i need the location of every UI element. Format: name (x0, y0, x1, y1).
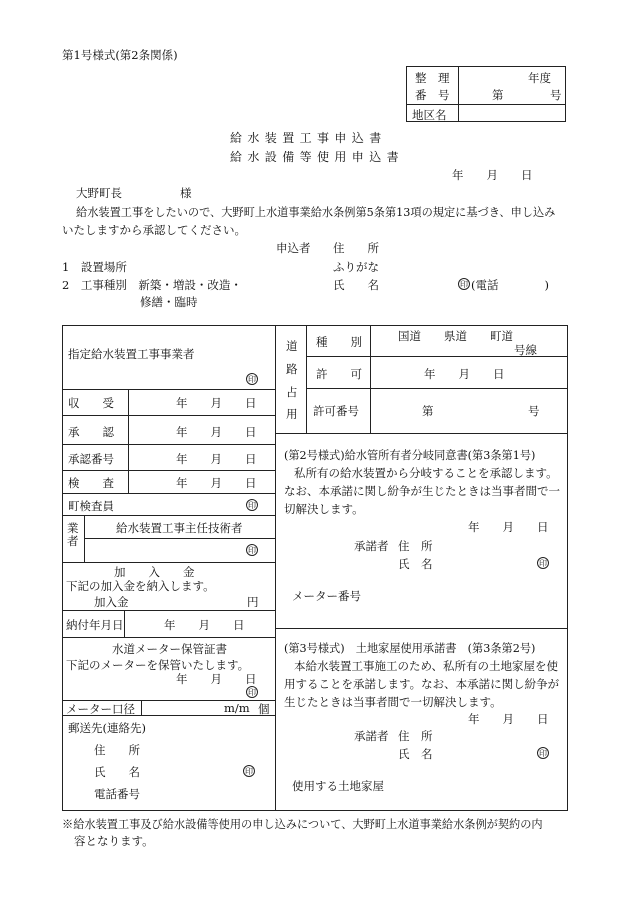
gyousha-label: 業者 (67, 521, 79, 548)
applicant-tel: (電話 ) (471, 278, 549, 292)
contractor-seal-icon: 印 (248, 375, 256, 384)
road-side-2: 路 (286, 362, 298, 376)
footnote-line2: 容となります。 (74, 834, 154, 848)
permit-label: 許 可 (316, 367, 362, 381)
sama: 様 (180, 186, 192, 200)
consent2-title: (第2号様式)給水管所有者分岐同意書(第3条第1号) (284, 449, 536, 462)
seiri-label: 整 理 (415, 71, 450, 85)
nofu-label: 納付年月日 (66, 618, 124, 632)
title-line1: 給水装置工事申込書 (230, 131, 387, 145)
consent2-meter-no: メーター番号 (292, 589, 361, 603)
shonin-date: 年 月 日 (176, 425, 257, 439)
inspector-seal-icon: 印 (248, 501, 256, 510)
engineer-label: 給水装置工事主任技術者 (116, 521, 243, 535)
road-side-3: 占 (286, 385, 298, 399)
applicant-name: 氏 名 (333, 278, 379, 292)
footnote-line1: ※給水装置工事及び給水設備等使用の申し込みについて、大野町上水道事業給水条例が契約の内 (62, 818, 543, 831)
consent3-line3: 生じたときは当事者間で一切解決します。 (284, 695, 502, 709)
form-number: 第1号様式(第2条関係) (62, 48, 178, 62)
consent3-title: (第3号様式) 土地家屋使用承諾書 (第3条第2号) (284, 642, 536, 655)
applicant-furigana: ふりがな (333, 260, 379, 274)
consent2-line2: なお、本承諾に関し紛争が生じたときは当事者間で一 (284, 484, 560, 498)
permit-no-gou: 号 (528, 404, 540, 418)
road-side-1: 道 (286, 339, 298, 353)
road-kind-label: 種 別 (316, 335, 362, 349)
kanyu-title: 加 入 金 (114, 565, 195, 579)
intro-line1: 給水装置工事をしたいので、大野町上水道事業給水条例第5条第13項の規定に基づき、申し込み (76, 206, 556, 219)
kind-label2: 修繕・臨時 (140, 295, 198, 309)
kanyu-note: 下記の加入金を納入します。 (66, 579, 215, 593)
permit-no-dai: 第 (422, 404, 434, 418)
nendo-label: 年度 (528, 71, 551, 85)
consent2-line1: 私所有の給水装置から分岐することを承認します。 (294, 466, 558, 480)
road-kind-gousen: 号線 (514, 343, 537, 357)
meter-date: 年 月 日 (176, 672, 257, 686)
applicant-seal-icon: 印 (460, 280, 468, 289)
consent2-line3: 切解決します。 (284, 502, 364, 516)
meter-unit: m/m (224, 701, 250, 715)
consent3-name: 氏 名 (398, 747, 433, 761)
date-line: 年 月 日 (452, 168, 533, 182)
gou-label: 号 (550, 88, 562, 102)
intro-line2: いたしますから承認してください。 (62, 223, 246, 237)
ko-label: 個 (258, 702, 270, 716)
chiku-label: 地区名 (412, 108, 447, 122)
consent3-line2: 用することを承諾します。なお、本承諾に関し紛争が (284, 677, 560, 691)
consent3-approver: 承諾者 (354, 729, 389, 743)
inspector-label: 町検査員 (68, 499, 114, 513)
title-line2: 給水設備等使用申込書 (230, 150, 405, 164)
consent3-line1: 本給水装置工事施工のため、私所有の土地家屋を使 (294, 659, 559, 673)
consent2-approver: 承諾者 (354, 539, 389, 553)
consent2-address: 住 所 (398, 539, 433, 553)
kensa-label: 検 査 (68, 476, 114, 490)
permit-no-label: 許可番号 (313, 404, 359, 418)
contact-title: 郵送先(連絡先) (68, 721, 146, 735)
meter-title: 水道メーター保管証書 (112, 642, 227, 656)
permit-date: 年 月 日 (424, 367, 505, 381)
contractor-label: 指定給水装置工事事業者 (68, 347, 195, 361)
engineer-seal-icon: 印 (248, 546, 256, 555)
consent3-seal-icon: 印 (539, 749, 547, 758)
consent2-date: 年 月 日 (468, 520, 549, 534)
kind-label: 2 工事種別 新築・増設・改造・ (62, 278, 242, 292)
road-kind-value: 国道 県道 町道 (398, 329, 513, 343)
juju-date: 年 月 日 (176, 396, 257, 410)
road-side-4: 用 (286, 407, 298, 421)
contact-tel: 電話番号 (94, 787, 140, 801)
addressee: 大野町長 (76, 186, 122, 200)
applicant-address: 住 所 (333, 241, 379, 255)
meter-note: 下記のメーターを保管いたします。 (66, 658, 250, 672)
bangou-label: 番 号 (415, 88, 450, 102)
kanyu-label: 加入金 (94, 595, 129, 609)
contact-address: 住 所 (94, 743, 140, 757)
consent2-seal-icon: 印 (539, 559, 547, 568)
shonin-no-date: 年 月 日 (176, 452, 257, 466)
consent3-address: 住 所 (398, 729, 433, 743)
juju-label: 収 受 (68, 396, 114, 410)
yen-label: 円 (247, 595, 259, 609)
contact-seal-icon: 印 (245, 767, 253, 776)
consent3-land: 使用する土地家屋 (292, 779, 384, 793)
applicant-label: 申込者 (276, 241, 311, 255)
consent3-date: 年 月 日 (468, 712, 549, 726)
site-label: 1 設置場所 (62, 260, 127, 274)
kensa-date: 年 月 日 (176, 476, 257, 490)
dai-label: 第 (492, 88, 504, 102)
shonin-no-label: 承認番号 (68, 452, 114, 466)
consent2-name: 氏 名 (398, 557, 433, 571)
meter-seal-icon: 印 (248, 688, 256, 697)
contact-name: 氏 名 (94, 765, 140, 779)
shonin-label: 承 認 (68, 425, 114, 439)
meter-size-label: メーター口径 (66, 702, 135, 716)
nofu-date: 年 月 日 (164, 618, 245, 632)
